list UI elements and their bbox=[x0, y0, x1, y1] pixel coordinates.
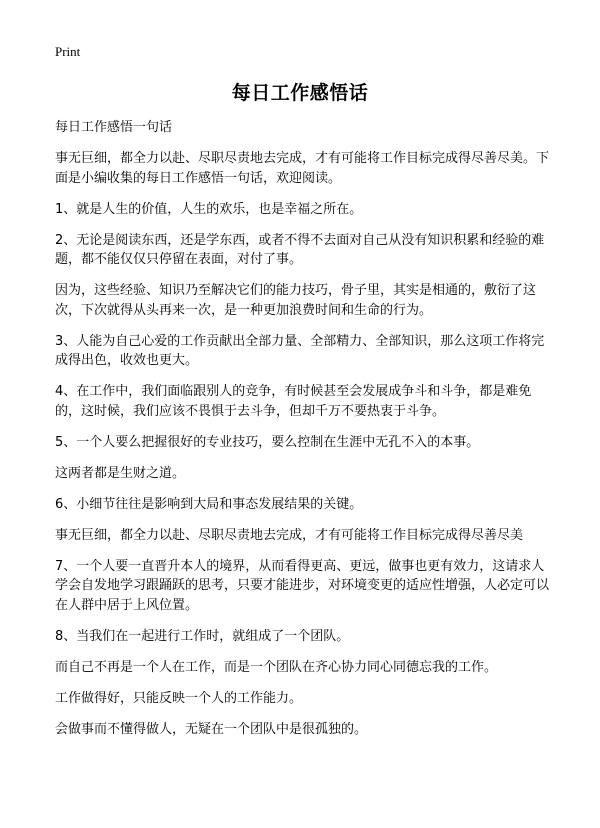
article-body bbox=[55, 118, 555, 751]
quote-item-1: 1、就是人生的价值，人生的欢乐，也是幸福之所在。 bbox=[55, 201, 363, 217]
page-title: 每日工作感悟话 bbox=[231, 82, 369, 104]
quote-item-2: 2、无论是阅读东西，还是学东西，或者不得不去面对自己从没有知识积累和经验的难题，都不能仅仅只停留在表面，对付了事。 bbox=[55, 232, 545, 267]
quote-item-3: 3、人能为自己心爱的工作贡献出全部力量、全部精力、全部知识，那么这项工作将完成得出色，收效也更大。 bbox=[55, 333, 545, 368]
quote-item-4: 4、在工作中，我们面临跟别人的竞争，有时候甚至会发展成争斗和斗争，都是难免的，这时候，我们应该不畏惧于去斗争，但却千万不要热衷于斗争。 bbox=[55, 384, 532, 419]
subtitle-paragraph: 每日工作感悟一句话 bbox=[55, 120, 173, 135]
quote-item-8: 8、当我们在一起进行工作时，就组成了一个团队。 bbox=[55, 628, 350, 644]
quote-item-5: 5、一个人要么把握很好的专业技巧，要么控制在生涯中无孔不入的本事。 bbox=[55, 434, 480, 450]
quote-item-6-continued: 事无巨细，都全力以赴、尽职尽责地去完成，才有可能将工作目标完成得尽善尽美 bbox=[55, 527, 524, 543]
quote-item-2-continued: 因为，这些经验、知识乃至解决它们的能力技巧，骨子里，其实是相通的，敷衍了这次，下次就得从头再来一次，是一种更加浪费时间和生命的行为。 bbox=[55, 283, 537, 318]
quote-item-6: 6、小细节往往是影响到大局和事态发展结果的关键。 bbox=[55, 496, 363, 512]
quote-item-5-continued: 这两者都是生财之道。 bbox=[55, 465, 186, 481]
quote-item-8-continued: 而自己不再是一个人在工作，而是一个团队在齐心协力同心同德忘我的工作。 bbox=[55, 659, 498, 675]
intro-paragraph: 事无巨细，都全力以赴、尽职尽责地去完成，才有可能将工作目标完成得尽善尽美。下面是小编收集的每日工作感悟一句话，欢迎阅读。 bbox=[55, 151, 550, 186]
quote-item-7: 7、一个人要一直晋升本人的境界，从而看得更高、更远，做事也更有效力，这请求人学会自发地学习跟踊跃的思考，只要才能进步，对环境变更的适应性增强，人必定可以在人群中居于上风位置。 bbox=[55, 558, 550, 613]
quote-item-8-continued-3: 会做事而不懂得做人，无疑在一个团队中是很孤独的。 bbox=[55, 721, 368, 737]
print-link[interactable]: Print bbox=[55, 44, 81, 59]
quote-item-8-continued-2: 工作做得好，只能反映一个人的工作能力。 bbox=[55, 690, 303, 706]
